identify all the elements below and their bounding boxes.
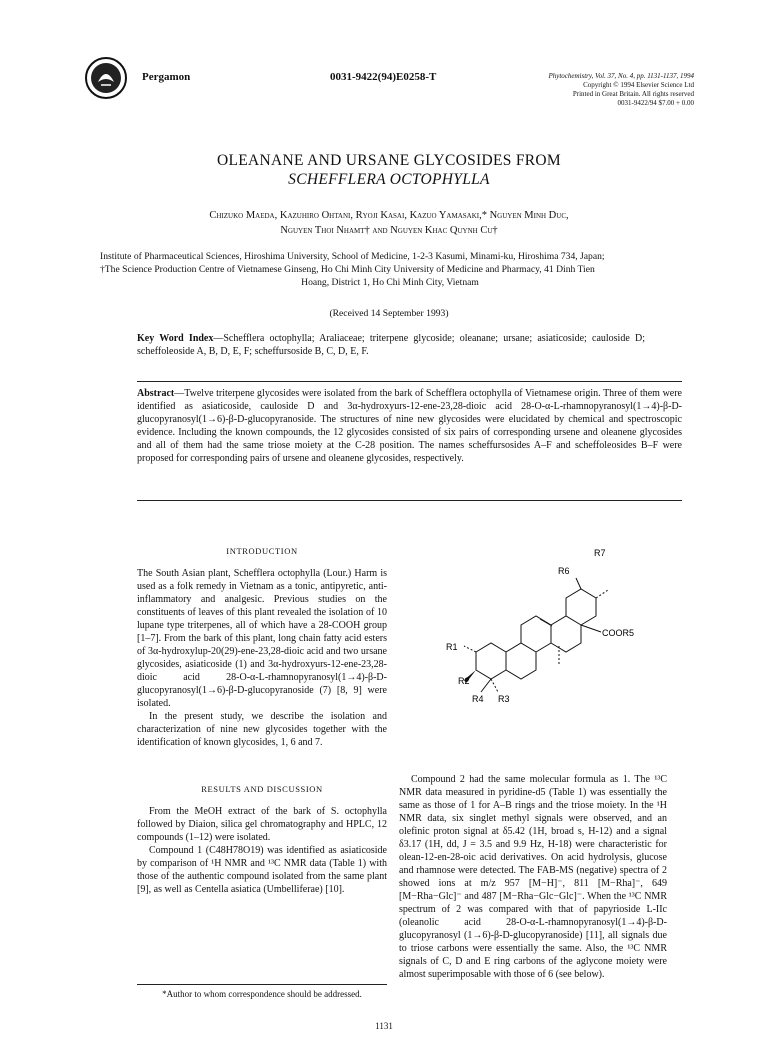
results-paragraph: Compound 1 (C48H78O19) was identified as asiaticoside by comparison of ¹H NMR and ¹³C NMR data (Table 1) with those of the authentic compound isolated from the same plant [9], as well as Centella asiatica (Umbelliferae) [10].	[137, 845, 387, 895]
introduction-heading: INTRODUCTION	[226, 546, 298, 556]
triterpene-structure-diagram	[436, 542, 636, 722]
introduction-paragraph: In the present study, we describe the isolation and characterization of nine new glycosides together with the identification of known glycosides, 1, 6 and 7.	[137, 711, 387, 748]
pergamon-logo-icon	[84, 56, 128, 100]
label-r4: R4	[472, 694, 484, 704]
affiliation-line-2: †The Science Production Centre of Vietnamese Ginseng, Ho Chi Minh City University of Medicine and Pharmacy, 41 Dinh Tien	[100, 264, 595, 275]
journal-line: Copyright © 1994 Elsevier Science Ltd	[583, 81, 694, 89]
abstract	[137, 387, 682, 465]
title-line-1: OLEANANE AND URSANE GLYCOSIDES FROM	[217, 152, 561, 169]
label-r3: R3	[498, 694, 510, 704]
abstract-top-rule	[137, 381, 682, 382]
label-r2: R2	[458, 676, 470, 686]
title-line-2: SCHEFFLERA OCTOPHYLLA	[288, 171, 490, 188]
keywords-text: —Schefflera octophylla; Araliaceae; triterpene glycoside; oleanane; ursane; asiaticoside; cauloside D; scheffoleoside A, B, D, E, F; scheffursoside B, C, D, E, F.	[137, 333, 645, 357]
results-heading: RESULTS AND DISCUSSION	[201, 784, 323, 794]
keywords-label: Key Word Index	[137, 333, 214, 344]
page-number: 1131	[375, 1021, 393, 1031]
abstract-label: Abstract	[137, 388, 175, 399]
received-date: (Received 14 September 1993)	[329, 308, 449, 319]
label-r6: R6	[558, 566, 570, 576]
introduction-paragraph: The South Asian plant, Schefflera octophylla (Lour.) Harm is used as a folk remedy in Vietnam as a tonic, antipyretic, anti-inflammatory and analgesic. Previous studies on the constituents of leaves of this plant revealed the isolation of 10 lupane type triterpenes, all of which have a 28-COOH group [1–7]. From the bark of this plant, long chain fatty acid esters of 3α-hydroxylup-20(29)-ene-23,28-dioic acid and two ursane glycosides, asiaticoside (1) and 3α-hydroxyurs-12-ene-23,28-dioic acid 28-O-α-L-rhamnopyranosyl(1→4)-β-D-glucopyranosyl(1→6)-β-D-glucopyranoside (7) [8, 9] were isolated.	[137, 568, 387, 709]
footnote-rule	[137, 984, 387, 985]
abstract-text: —Twelve triterpene glycosides were isolated from the bark of Schefflera octophylla of Vietnamese origin. Three of them were identified as asiaticoside, cauloside D and 3α-hydroxyurs-12-ene-23,28-dioic acid 28-O-α-L-rhamnopyranosyl(1→4)-β-D-glucopyranosyl(1→6)-β-D-glucopyranoside. The structures of nine new glycosides were elucidated by chemical and spectroscopic evidence. Including the known compounds, the 12 glycosides consisted of six pairs of corresponding ursene and oleanene glycosides and all of them had the same triose moiety at the C-28 position. The names scheffursosides A–F and scheffoleosides B–F were proposed for corresponding pairs of ursene and oleanene glycosides, respectively.	[137, 388, 682, 464]
journal-header	[84, 56, 694, 107]
affiliation-line-1: Institute of Pharmaceutical Sciences, Hiroshima University, School of Medicine, 1-2-3 Kasumi, Minami-ku, Hiroshima 734, Japan;	[100, 251, 605, 262]
compound-2-paragraph: Compound 2 had the same molecular formula as 1. The ¹³C NMR data measured in pyridine-d5 (Table 1) was essentially the same as those of 1 for A–B rings and the triose moiety. In the ¹H NMR data, six singlet methyl signals were observed, and an olefinic proton signal at δ5.42 (1H, broad s, H-12) and a signal δ3.17 (1H, dd, J = 3.5 and 9.9 Hz, H-18) were characteristic for olean-12-en-28-oic acid derivatives. On acid hydrolysis, glucose and rhamnose were detected. The FAB-MS (negative) spectra of 2 showed ions at m/z 957 [M−H]⁻, 811 [M−Rha]⁻, 649 [M−Rha−Glc]⁻ and 487 [M−Rha−Glc−Glc]⁻. When the ¹³C NMR spectrum of 2 was compared with that of papyrioside L-IIc (oleanolic acid 28-O-α-L-rhamnopyranosyl(1→4)-β-D-glucopyranosyl (1→6)-β-D-glucopyranoside) [11], all signals due to triose carbons were essentially the same. Also, the ¹³C NMR signals of C, D and E ring carbons of the aglycone moiety were almost superimposable with those of 6 (see below).	[399, 774, 667, 980]
results-paragraph: From the MeOH extract of the bark of S. octophylla followed by Diaion, silica gel chromatography and HPLC, 12 compounds (1–12) were isolated.	[137, 806, 387, 843]
abstract-bottom-rule	[137, 500, 682, 501]
label-r1: R1	[446, 642, 458, 652]
right-column	[399, 773, 667, 981]
label-r7: R7	[594, 548, 606, 558]
authors-line-2: Nguyen Thoi Nhamt† and Nguyen Khac Quynh Cu†	[280, 225, 498, 236]
label-coor5: COOR5	[602, 628, 635, 638]
affiliation-line-3: Hoang, District 1, Ho Chi Minh City, Vietnam	[301, 277, 479, 288]
keyword-index	[137, 332, 645, 358]
article-title	[84, 151, 694, 189]
authors-line-1: Chizuko Maeda, Kazuhiro Ohtani, Ryoji Kasai, Kazuo Yamasaki,* Nguyen Minh Duc,	[209, 210, 569, 221]
journal-line: Phytochemistry, Vol. 37, No. 4, pp. 1131-1137, 1994	[548, 72, 694, 80]
publisher-name: Pergamon	[142, 71, 191, 83]
journal-line: 0031-9422/94 $7.00 + 0.00	[617, 99, 694, 107]
left-column	[137, 545, 387, 896]
journal-citation	[484, 72, 694, 108]
footnote: *Author to whom correspondence should be addressed.	[162, 989, 362, 999]
author-list	[84, 208, 694, 238]
journal-line: Printed in Great Britain. All rights reserved	[572, 90, 694, 98]
article-doi: 0031-9422(94)E0258-T	[330, 71, 437, 83]
affiliations	[100, 250, 680, 289]
